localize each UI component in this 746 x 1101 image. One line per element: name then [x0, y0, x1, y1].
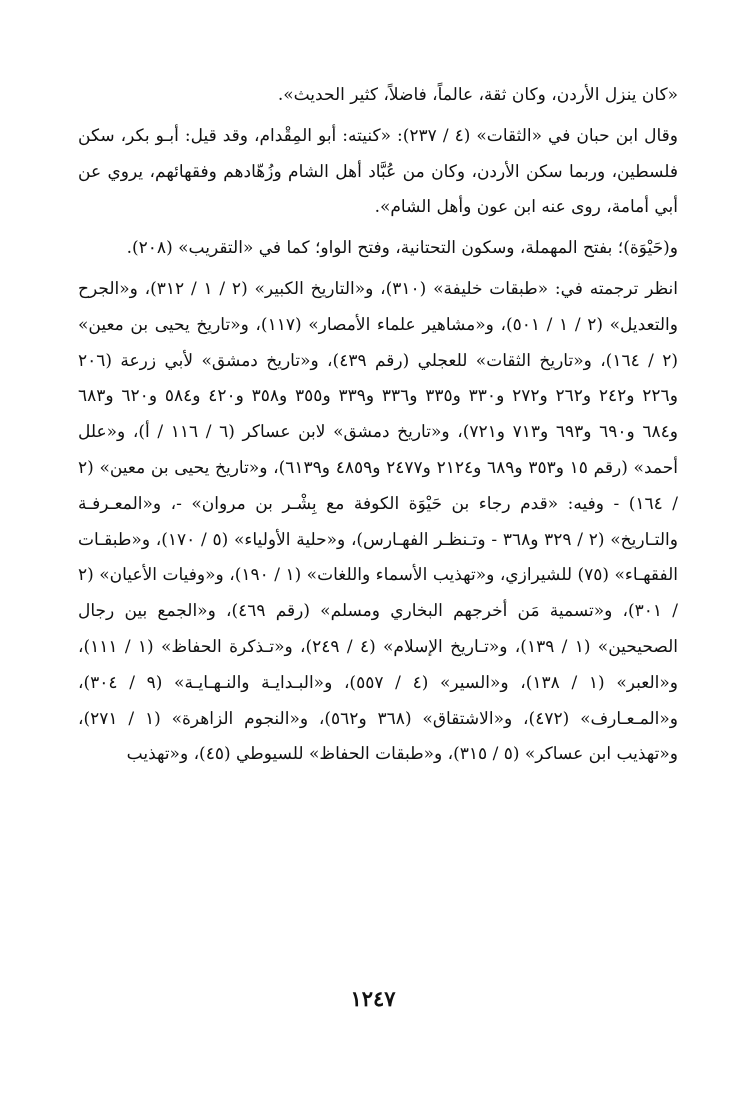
paragraph-name-vocalization: و(حَيْوَة)؛ بفتح المهملة، وسكون التحتانية، وفتح الواو؛ كما في «التقريب» (٢٠٨). — [126, 238, 678, 259]
paragraph-ibn-saad-quote: «كان ينزل الأردن، وكان ثقة، عالماً، فاضلاً، كثير الحديث». — [277, 85, 678, 105]
body-text — [78, 78, 678, 773]
page-number: ١٢٤٧ — [350, 986, 396, 1011]
paragraph-biography-sources: انظر ترجمته في: «طبقات خليفة» (٣١٠)، و«التاريخ الكبير» (٢ / ١ / ٣١٢)، و«الجرح والتعديل» (٢ / ١ / ٥٠١)، و«مشاهير علماء الأمصار» (١١٧)، و«تاريخ يحيى بن معين» (٢ / ١٦٤)، و«تاريخ الثقات» للعجلي (رقم ٤٣٩)، و«تاريخ دمشق» لأبي زرعة (٢٠٦ و٢٢٦ و٢٤٢ و٢٦٢ و٢٧٢ و٣٣٠ و٣٣٥ و٣٣٦ و٣٣٩ و٣٥٥ و٣٥٨ و٤٢٠ و٥٨٤ و٦٢٠ و٦٨٣ و٦٨٤ و٦٩٠ و٦٩٣ و٧١٣ و٧٢١)، و«تاريخ دمشق» لابن عساكر (٦ / ١١٦ / أ)، و«علل أحمد» (رقم ١٥ و٣٥٣ و٦٨٩ و٢١٢٤ و٢٤٧٧ و٤٨٥٩ و٦١٣٩)، و«تاريخ يحيى بن معين» (٢ / ١٦٤) - وفيه: «قدم رجاء بن حَيْوَة الكوفة مع بِشْـر بن مروان» -، و«المعـرفـة والتـاريخ» (٢ / ٣٢٩ و٣٦٨ - وتـنظـر الفهـارس)، و«حلية الأولياء» (٥ / ١٧٠)، و«طبقـات الفقهـاء» (٧٥) للشيرازي، و«تهذيب الأسماء واللغات» (١ / ١٩٠)، و«وفيات الأعيان» (٢ / ٣٠١)، و«تسمية مَن أخرجهم البخاري ومسلم» (رقم ٤٦٩)، و«الجمع بين رجال الصحيحين» (١ / ١٣٩)، و«تـاريخ الإسلام» (٤ / ٢٤٩)، و«تـذكرة الحفاظ» (١ / ١١١)، و«العبر» (١ / ١٣٨)، و«السير» (٤ / ٥٥٧)، و«البـدايـة والنـهـايـة» (٩ / ٣٠٤)، و«المـعـارف» (٤٧٢)، و«الاشتقاق» (٣٦٨ و٥٦٢)، و«النجوم الزاهرة» (١ / ٢٧١)، و«تهذيب ابن عساكر» (٥ / ٣١٥)، و«طبقات الحفاظ» للسيوطي (٤٥)، و«تهذيب — [78, 278, 679, 765]
paragraph-ibn-hibban-quote: وقال ابن حبان في «الثقات» (٤ / ٢٣٧): «كنيته: أبو المِقْدام، وقد قيل: أبـو بكر، سكن فلسطين، وربما سكن الأردن، وكان من عُبَّاد أهل الشام وزُهّادهم وفقهائهم، يروي عن أبي أمامة، روى عنه ابن عون وأهل الشام». — [78, 125, 678, 218]
